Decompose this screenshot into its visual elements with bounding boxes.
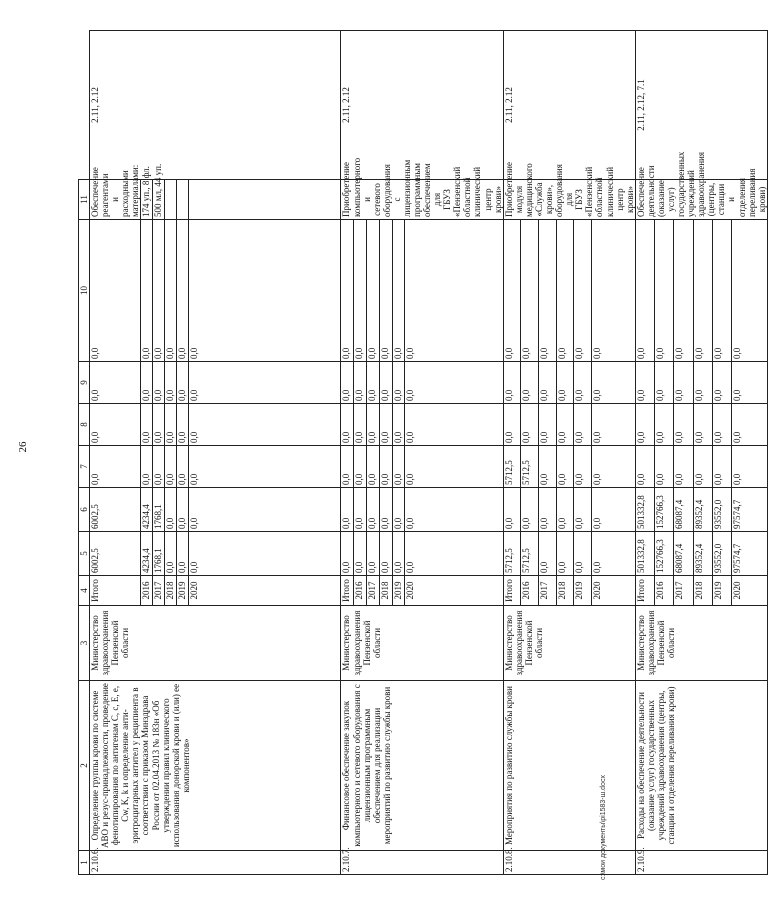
value-cell: 0,0 xyxy=(574,446,592,488)
year-cell: 2016 xyxy=(354,576,367,606)
value-cell: 97574,7 xyxy=(732,532,767,576)
year-cell: Итого xyxy=(635,576,654,606)
value-cell-col9: 0,0 xyxy=(341,220,354,362)
value-cell: 0,0 xyxy=(556,488,574,532)
value-cell: 0,0 xyxy=(405,446,503,488)
item-number: 2.10.9. xyxy=(635,851,767,875)
indicator: Обеспечение реагентами и расходными материалами: xyxy=(90,180,141,220)
value-cell: 0,0 xyxy=(379,362,392,404)
item-number: 2.10.6. xyxy=(90,851,341,875)
value-cell: 0,0 xyxy=(379,404,392,446)
value-cell: 0,0 xyxy=(503,362,521,404)
value-cell: 0,0 xyxy=(367,404,380,446)
value-cell-col9: 0,0 xyxy=(354,220,367,362)
value-cell: 0,0 xyxy=(521,404,539,446)
value-cell-col9: 0,0 xyxy=(591,220,635,362)
header-cell: 7 xyxy=(79,446,90,488)
value-cell: 0,0 xyxy=(141,446,153,488)
value-cell: 0,0 xyxy=(367,488,380,532)
header-cell: 1 xyxy=(79,851,90,875)
value-cell: 0,0 xyxy=(538,532,556,576)
value-cell-col9: 0,0 xyxy=(189,220,341,362)
value-cell: 0,0 xyxy=(354,488,367,532)
value-cell: 0,0 xyxy=(189,532,341,576)
value-cell: 0,0 xyxy=(165,404,177,446)
year-cell: 2018 xyxy=(165,576,177,606)
year-cell: 2020 xyxy=(732,576,767,606)
value-cell: 89352,4 xyxy=(693,488,712,532)
value-cell: 0,0 xyxy=(591,362,635,404)
indicator-empty xyxy=(189,180,341,220)
value-cell: 0,0 xyxy=(90,362,141,404)
rotated-page xyxy=(78,30,767,875)
value-cell: 0,0 xyxy=(574,362,592,404)
value-cell-col9: 0,0 xyxy=(141,220,153,362)
value-cell: 0,0 xyxy=(556,446,574,488)
value-cell: 0,0 xyxy=(405,488,503,532)
value-cell: 0,0 xyxy=(674,362,693,404)
value-cell: 0,0 xyxy=(189,404,341,446)
value-cell: 5712,5 xyxy=(521,532,539,576)
value-cell: 1768,1 xyxy=(153,532,165,576)
page-number: 26 xyxy=(17,441,29,453)
indicator-sub: 500 мл, 44 уп. xyxy=(153,180,165,220)
value-cell: 0,0 xyxy=(341,532,354,576)
value-cell-col9: 0,0 xyxy=(392,220,405,362)
year-cell: 2016 xyxy=(655,576,674,606)
value-cell: 0,0 xyxy=(379,532,392,576)
table-row xyxy=(90,31,141,875)
value-cell: 0,0 xyxy=(392,532,405,576)
year-cell: 2018 xyxy=(693,576,712,606)
value-cell: 0,0 xyxy=(90,404,141,446)
value-cell: 0,0 xyxy=(177,446,189,488)
table-body xyxy=(79,31,768,875)
value-cell: 0,0 xyxy=(405,532,503,576)
value-cell: 0,0 xyxy=(674,446,693,488)
indicator: Приобретение модуля медицинского «Служба крови», оборудования для ГБУЗ «Пензенский областной клинический центр крови» xyxy=(503,180,635,220)
value-cell: 0,0 xyxy=(655,404,674,446)
value-cell-col9: 0,0 xyxy=(712,220,731,362)
table-row xyxy=(341,31,354,875)
value-cell: 0,0 xyxy=(556,532,574,576)
value-cell: 0,0 xyxy=(177,404,189,446)
value-cell: 0,0 xyxy=(153,362,165,404)
value-cell: 5712,5 xyxy=(521,446,539,488)
value-cell: 0,0 xyxy=(655,446,674,488)
value-cell: 0,0 xyxy=(712,446,731,488)
value-cell: 0,0 xyxy=(693,446,712,488)
item-number: 2.10.7. xyxy=(341,851,503,875)
program-table xyxy=(78,30,768,875)
executor: Министерство здравоохранения Пензенской области xyxy=(635,606,767,681)
executor: Министерство здравоохранения Пензенской области xyxy=(90,606,341,681)
value-cell: 0,0 xyxy=(90,446,141,488)
value-cell: 0,0 xyxy=(732,404,767,446)
value-cell: 152766,3 xyxy=(655,532,674,576)
value-cell: 0,0 xyxy=(392,446,405,488)
value-cell: 501332,8 xyxy=(635,532,654,576)
value-cell: 0,0 xyxy=(341,362,354,404)
year-cell: Итого xyxy=(503,576,521,606)
year-cell: 2018 xyxy=(379,576,392,606)
value-cell: 0,0 xyxy=(165,362,177,404)
value-cell: 0,0 xyxy=(341,446,354,488)
year-cell: 2018 xyxy=(556,576,574,606)
indicator-empty xyxy=(177,180,189,220)
value-cell-col9: 0,0 xyxy=(538,220,556,362)
value-cell: 0,0 xyxy=(521,488,539,532)
value-cell: 0,0 xyxy=(189,488,341,532)
value-cell: 0,0 xyxy=(521,362,539,404)
value-cell: 0,0 xyxy=(379,446,392,488)
value-cell: 0,0 xyxy=(538,404,556,446)
item-name: Определение группы крови по системе АВО и резус-принадлежности, проведение фенотипирования по антигенам С, с, Е, е, Cw, K, k и определение анти-эритроцитарных антител у реципиента в соответствии с приказом Минздрава России от 02.04.2013 № 183н «Об утверждении правил клинического использования донорской крови и (или) ее компонентов» xyxy=(90,681,341,851)
value-cell: 152766,3 xyxy=(655,488,674,532)
value-cell-col9: 0,0 xyxy=(503,220,521,362)
value-cell: 0,0 xyxy=(354,404,367,446)
value-cell: 0,0 xyxy=(392,362,405,404)
value-cell: 0,0 xyxy=(591,446,635,488)
year-cell: 2019 xyxy=(574,576,592,606)
value-cell: 0,0 xyxy=(732,362,767,404)
value-cell-col9: 0,0 xyxy=(165,220,177,362)
value-cell: 0,0 xyxy=(341,404,354,446)
value-cell: 68087,4 xyxy=(674,488,693,532)
value-cell-col9: 0,0 xyxy=(732,220,767,362)
value-cell: 0,0 xyxy=(367,362,380,404)
value-cell: 0,0 xyxy=(591,404,635,446)
value-cell-col9: 0,0 xyxy=(674,220,693,362)
value-cell: 0,0 xyxy=(591,532,635,576)
reference: 2.11, 2.12, 7.1 xyxy=(635,31,767,180)
year-cell: 2017 xyxy=(153,576,165,606)
indicator-empty xyxy=(165,180,177,220)
value-cell: 0,0 xyxy=(392,488,405,532)
executor: Министерство здравоохранения Пензенской области xyxy=(503,606,635,681)
year-cell: 2019 xyxy=(392,576,405,606)
value-cell-col9: 0,0 xyxy=(153,220,165,362)
value-cell: 0,0 xyxy=(635,404,654,446)
value-cell-col9: 0,0 xyxy=(574,220,592,362)
value-cell: 0,0 xyxy=(538,488,556,532)
value-cell: 97574,7 xyxy=(732,488,767,532)
header-row xyxy=(79,31,90,875)
value-cell: 0,0 xyxy=(153,404,165,446)
value-cell: 0,0 xyxy=(141,404,153,446)
year-cell: 2019 xyxy=(712,576,731,606)
value-cell: 0,0 xyxy=(712,404,731,446)
value-cell: 0,0 xyxy=(635,446,654,488)
executor: Министерство здравоохранения Пензенской области xyxy=(341,606,503,681)
value-cell: 0,0 xyxy=(189,446,341,488)
value-cell-col9: 0,0 xyxy=(693,220,712,362)
value-cell: 0,0 xyxy=(732,446,767,488)
header-cell: 3 xyxy=(79,606,90,681)
value-cell: 0,0 xyxy=(538,446,556,488)
value-cell: 501332,8 xyxy=(635,488,654,532)
table-row xyxy=(503,31,521,875)
value-cell: 93552,0 xyxy=(712,532,731,576)
value-cell: 4234,4 xyxy=(141,488,153,532)
value-cell: 0,0 xyxy=(574,532,592,576)
value-cell: 0,0 xyxy=(591,488,635,532)
value-cell: 0,0 xyxy=(354,446,367,488)
value-cell: 0,0 xyxy=(574,404,592,446)
value-cell: 0,0 xyxy=(354,362,367,404)
header-cell: 10 xyxy=(79,220,90,362)
value-cell: 0,0 xyxy=(674,404,693,446)
year-cell: 2020 xyxy=(591,576,635,606)
item-number: 2.10.8. xyxy=(503,851,635,875)
year-cell: 2017 xyxy=(367,576,380,606)
year-cell: Итого xyxy=(90,576,141,606)
reference: 2.11, 2.12 xyxy=(90,31,341,180)
value-cell: 0,0 xyxy=(693,404,712,446)
value-cell: 0,0 xyxy=(141,362,153,404)
value-cell: 6002,5 xyxy=(90,488,141,532)
indicator: Обеспечение деятельности (оказание услуг) государственных учреждений здравоохранения (центры, станции и отделения переливания крови) xyxy=(635,180,767,220)
value-cell: 5712,5 xyxy=(503,446,521,488)
value-cell: 0,0 xyxy=(189,362,341,404)
value-cell: 0,0 xyxy=(538,362,556,404)
year-cell: 2020 xyxy=(189,576,341,606)
value-cell: 5712,5 xyxy=(503,532,521,576)
value-cell: 0,0 xyxy=(177,488,189,532)
value-cell-col9: 0,0 xyxy=(635,220,654,362)
value-cell: 0,0 xyxy=(367,446,380,488)
value-cell-col9: 0,0 xyxy=(379,220,392,362)
value-cell: 6002,5 xyxy=(90,532,141,576)
value-cell-col9: 0,0 xyxy=(655,220,674,362)
value-cell: 0,0 xyxy=(367,532,380,576)
value-cell: 0,0 xyxy=(503,488,521,532)
value-cell: 0,0 xyxy=(379,488,392,532)
year-cell: Итого xyxy=(341,576,354,606)
value-cell: 0,0 xyxy=(405,404,503,446)
value-cell: 89352,4 xyxy=(693,532,712,576)
header-cell: 9 xyxy=(79,362,90,404)
item-name: Мероприятия по развитию службы крови xyxy=(503,681,635,851)
value-cell: 0,0 xyxy=(693,362,712,404)
value-cell-col9: 0,0 xyxy=(405,220,503,362)
footer-file-path: c:\мои документы\pi1583-ш.docx xyxy=(600,775,607,880)
value-cell: 0,0 xyxy=(153,446,165,488)
value-cell: 0,0 xyxy=(405,362,503,404)
indicator-sub: 174 уп., 8 фл. xyxy=(141,180,153,220)
value-cell: 0,0 xyxy=(165,488,177,532)
value-cell-col9: 0,0 xyxy=(521,220,539,362)
reference: 2.11, 2.12 xyxy=(503,31,635,180)
indicator: Приобретение компьютерного и сетевого оборудования с лицензионным программным обеспечением для ГБУЗ «Пензенский областной клинический центр крови» xyxy=(341,180,503,220)
reference: 2.11, 2.12 xyxy=(341,31,503,180)
value-cell: 0,0 xyxy=(341,488,354,532)
value-cell: 0,0 xyxy=(635,362,654,404)
header-cell: 8 xyxy=(79,404,90,446)
year-cell: 2016 xyxy=(141,576,153,606)
value-cell: 0,0 xyxy=(556,404,574,446)
header-cell: 5 xyxy=(79,532,90,576)
header-cell: 2 xyxy=(79,681,90,851)
value-cell: 0,0 xyxy=(165,446,177,488)
header-cell: 6 xyxy=(79,488,90,532)
year-cell: 2017 xyxy=(538,576,556,606)
value-cell-col9: 0,0 xyxy=(177,220,189,362)
item-name: Финансовое обеспечение закупок компьютерного и сетевого оборудования с лицензионным программным обеспечением для реализации мероприятий по развитию службы крови xyxy=(341,681,503,851)
value-cell: 1768,1 xyxy=(153,488,165,532)
value-cell: 0,0 xyxy=(574,488,592,532)
value-cell: 0,0 xyxy=(177,532,189,576)
value-cell-col9: 0,0 xyxy=(556,220,574,362)
value-cell: 0,0 xyxy=(503,404,521,446)
value-cell: 0,0 xyxy=(392,404,405,446)
year-cell: 2020 xyxy=(405,576,503,606)
value-cell: 0,0 xyxy=(354,532,367,576)
value-cell: 0,0 xyxy=(165,532,177,576)
item-name: Расходы на обеспечение деятельности (оказание услуг) государственных учреждений здравоохранения (центры, станции и отделения переливания крови) xyxy=(635,681,767,851)
value-cell-col9: 0,0 xyxy=(367,220,380,362)
value-cell: 93552,0 xyxy=(712,488,731,532)
header-cell: 4 xyxy=(79,576,90,606)
table-row xyxy=(635,31,654,875)
header-cell: 11 xyxy=(79,180,90,220)
value-cell: 0,0 xyxy=(177,362,189,404)
value-cell: 0,0 xyxy=(712,362,731,404)
value-cell: 4234,4 xyxy=(141,532,153,576)
year-cell: 2017 xyxy=(674,576,693,606)
year-cell: 2016 xyxy=(521,576,539,606)
value-cell-col9: 0,0 xyxy=(90,220,141,362)
value-cell: 68087,4 xyxy=(674,532,693,576)
value-cell: 0,0 xyxy=(556,362,574,404)
value-cell: 0,0 xyxy=(655,362,674,404)
year-cell: 2019 xyxy=(177,576,189,606)
